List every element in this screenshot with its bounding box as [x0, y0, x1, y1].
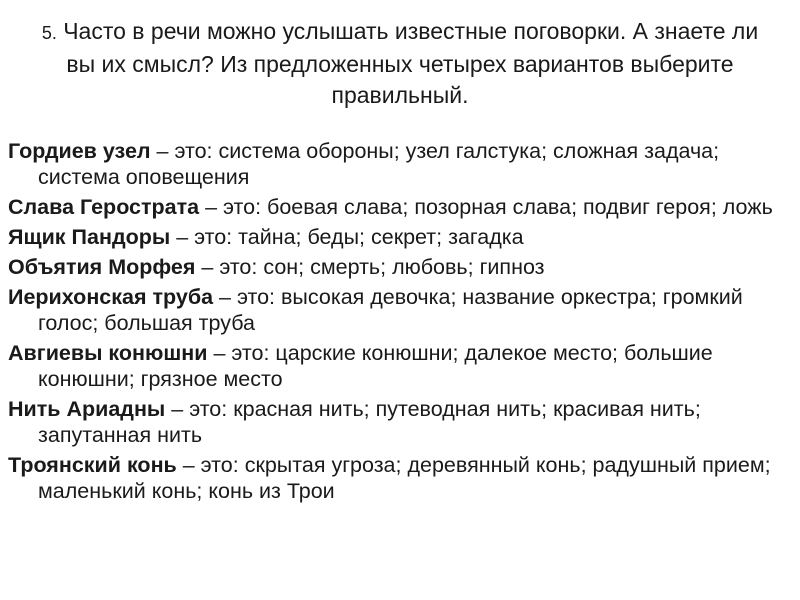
phrase-item-morpheus [8, 254, 792, 280]
phrase-item-herostratus [8, 194, 792, 220]
question-number: 5. [41, 23, 57, 43]
question-heading [40, 16, 760, 111]
phrase-term: Ящик Пандоры [8, 225, 171, 249]
phrase-item-trojan-horse [8, 452, 792, 504]
phrase-options: – это: сон; смерть; любовь; гипноз [195, 255, 545, 279]
phrase-options: – это: скрытая угроза; деревянный конь; радушный прием; маленький конь; конь из Трои [38, 453, 771, 503]
phrase-options: – это: система обороны; узел галстука; сложная задача; система оповещения [38, 139, 720, 189]
phrase-options: – это: боевая слава; позорная слава; подвиг героя; ложь [199, 195, 773, 219]
phrase-term: Объятия Морфея [8, 255, 196, 279]
phrase-term: Иерихонская труба [8, 285, 214, 309]
phrase-item-ariadne [8, 396, 792, 448]
phrase-term: Троянский конь [8, 453, 177, 477]
phrase-item-jericho [8, 284, 792, 336]
phrase-options: – это: тайна; беды; секрет; загадка [170, 225, 524, 249]
phrase-item-gordian-knot [8, 138, 792, 190]
phrase-options: – это: высокая девочка; название оркестра; громкий голос; большая труба [38, 285, 743, 335]
phrase-list [8, 138, 792, 508]
phrase-term: Слава Герострата [8, 195, 200, 219]
phrase-options: – это: красная нить; путеводная нить; красивая нить; запутанная нить [38, 397, 701, 447]
question-text: Часто в речи можно услышать известные поговорки. А знаете ли вы их смысл? Из предложенных четырех вариантов выберите правильный. [63, 18, 759, 108]
phrase-item-augean [8, 340, 792, 392]
phrase-term: Нить Ариадны [8, 397, 166, 421]
phrase-term: Авгиевы конюшни [8, 341, 208, 365]
phrase-item-pandora [8, 224, 792, 250]
phrase-term: Гордиев узел [8, 139, 151, 163]
phrase-options: – это: царские конюшни; далекое место; большие конюшни; грязное место [38, 341, 713, 391]
